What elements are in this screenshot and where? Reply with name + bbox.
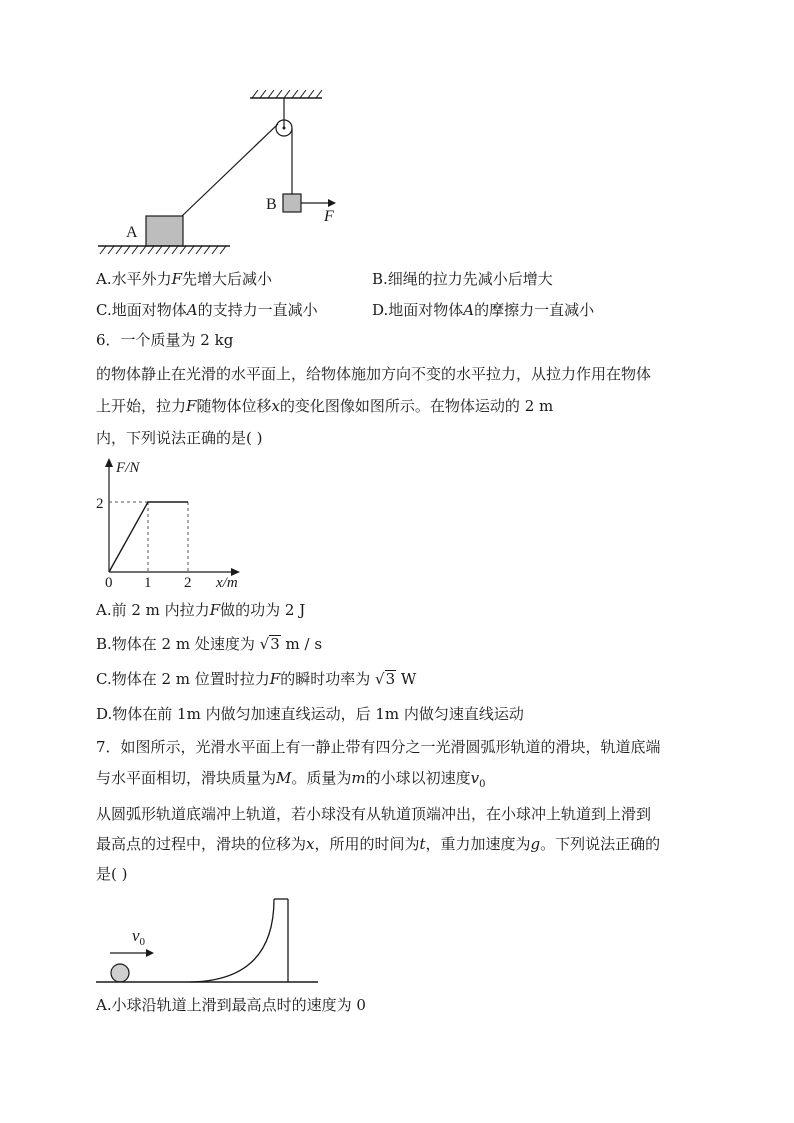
q6-option-b: B.物体在 2 m 处速度为 √3 m / s xyxy=(96,635,323,653)
q7-stem-line-3: 从圆弧形轨道底端冲上轨道，若小球没有从轨道顶端冲出，在小球冲上轨道到上滑到 xyxy=(96,805,652,823)
q7-stem-line-5: 是( ) xyxy=(96,865,128,883)
q5-option-c: C.地面对物体A的支持力一直减小 xyxy=(96,301,318,319)
label-f: F xyxy=(324,208,334,225)
q7-stem-line-2: 与水平面相切，滑块质量为M。质量为m的小球以初速度$v_0$ xyxy=(96,769,486,790)
velocity-label: $v_0$ xyxy=(132,926,146,948)
x-tick-1: 1 xyxy=(144,575,152,591)
q7-stem-line-1: 7．如图所示，光滑水平面上有一静止带有四分之一光滑圆弧形轨道的滑块，轨道底端 xyxy=(96,738,661,756)
block-b xyxy=(283,194,301,212)
q6-option-c: C.物体在 2 m 位置时拉力F的瞬时功率为 √3 W xyxy=(96,670,417,688)
arc-track xyxy=(190,899,274,982)
track-figure xyxy=(90,893,330,989)
y-tick-label: 2 xyxy=(96,496,104,512)
q6-option-a: A.前 2 m 内拉力F做的功为 2 J xyxy=(96,601,306,619)
q6-stem-line-4: 内，下列说法正确的是( ) xyxy=(96,429,263,447)
label-a: A xyxy=(126,224,138,241)
q6-stem-line-2: 的物体静止在光滑的水平面上，给物体施加方向不变的水平拉力，从拉力作用在物体 xyxy=(96,365,652,383)
y-axis-label: F/N xyxy=(116,460,140,476)
q6-stem-line-1: 6．一个质量为 2 kg xyxy=(96,331,234,349)
q6-option-d: D.物体在前 1m 内做匀加速直线运动，后 1m 内做匀速直线运动 xyxy=(96,705,524,723)
x-axis-label: x/m xyxy=(216,575,238,591)
q5-option-b: B.细绳的拉力先减小后增大 xyxy=(372,270,553,288)
block-a xyxy=(146,216,183,246)
q6-stem-line-3: 上开始，拉力F随物体位移x的变化图像如图所示。在物体运动的 2 m xyxy=(96,397,554,415)
x-tick-2: 2 xyxy=(184,575,192,591)
q7-stem-line-4: 最高点的过程中，滑块的位移为x，所用的时间为t，重力加速度为g。下列说法正确的 xyxy=(96,835,661,853)
label-b: B xyxy=(266,196,277,213)
q5-option-a: A.水平外力F先增大后减小 xyxy=(96,270,273,288)
q5-option-d: D.地面对物体A的摩擦力一直减小 xyxy=(372,301,595,319)
q7-option-a: A.小球沿轨道上滑到最高点时的速度为 0 xyxy=(96,996,366,1014)
origin-label: 0 xyxy=(105,575,113,591)
graph-line xyxy=(109,502,188,572)
ball xyxy=(111,964,129,982)
pulley-figure xyxy=(90,88,360,260)
force-displacement-graph xyxy=(90,456,260,592)
